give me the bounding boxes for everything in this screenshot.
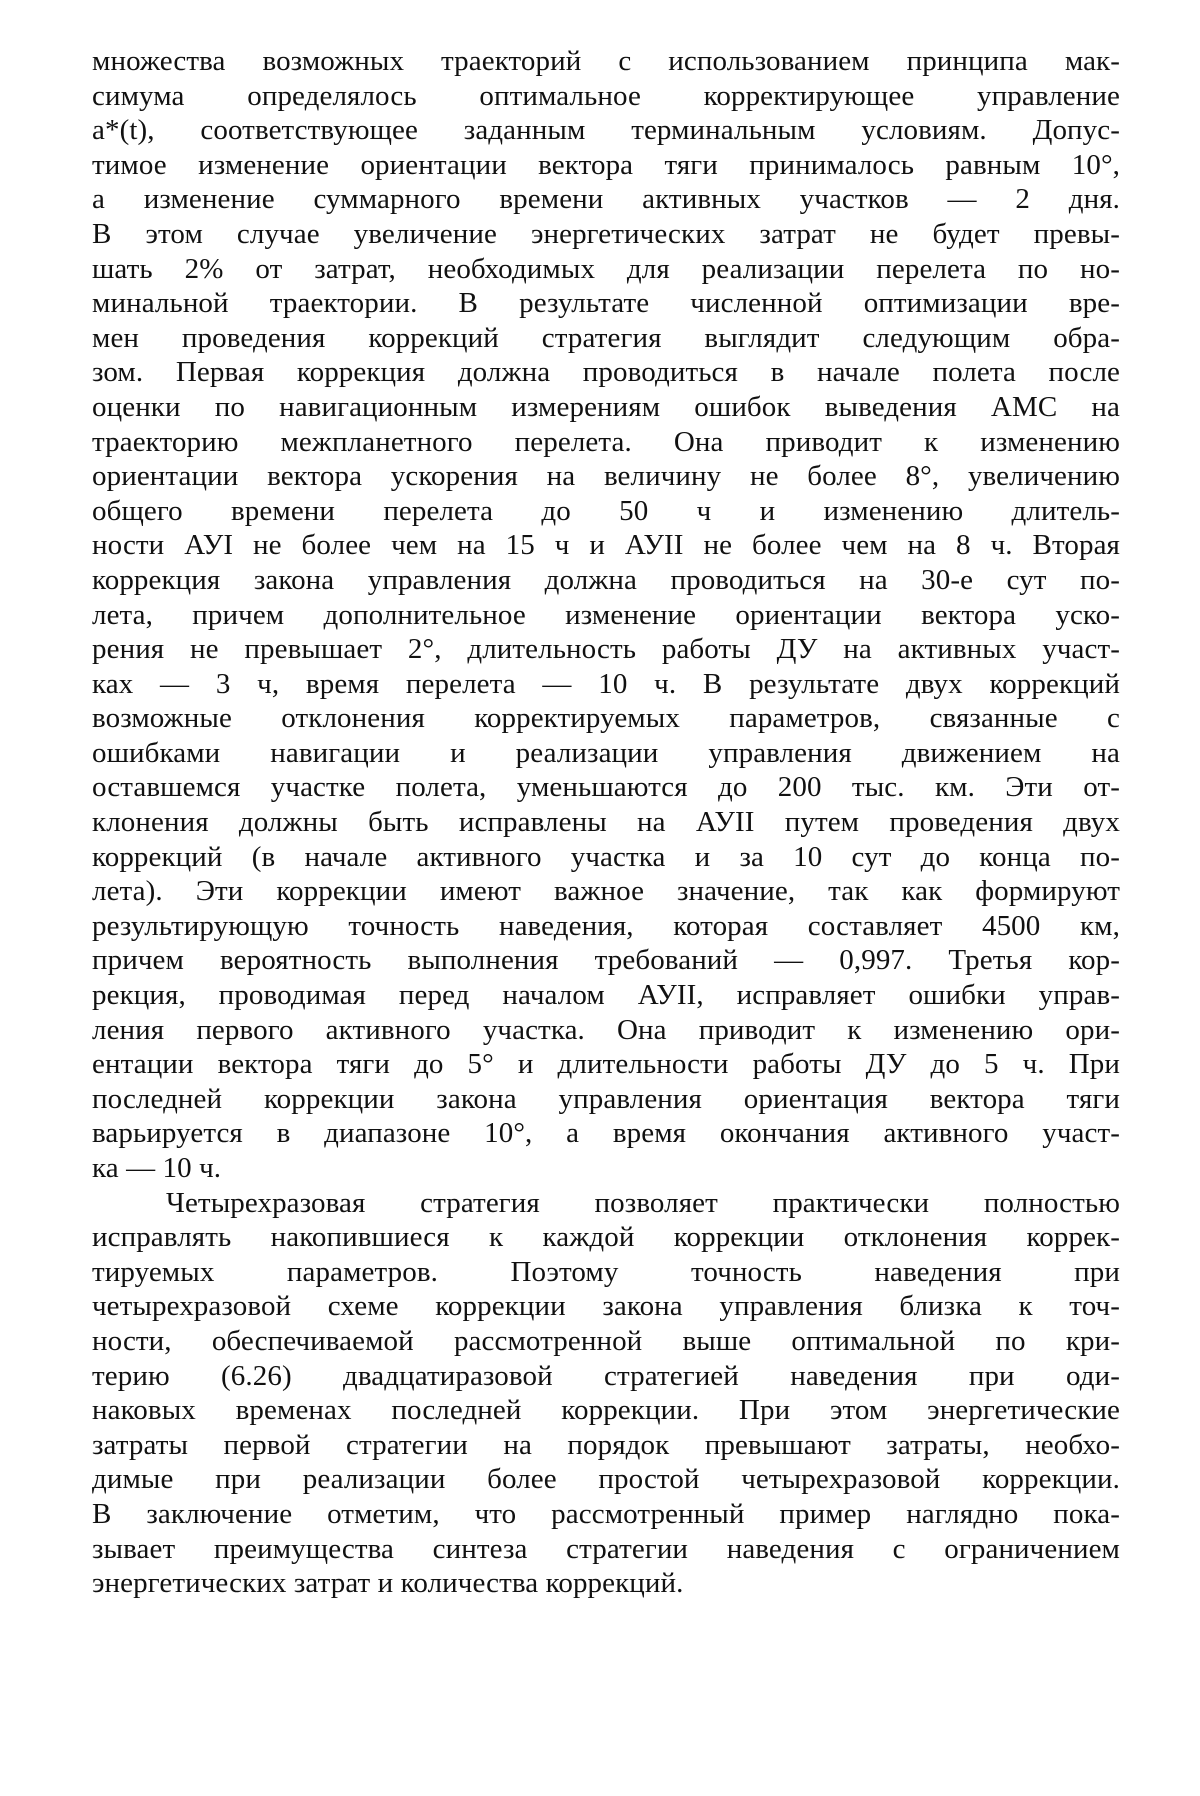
text-line: множества возможных траекторий с использованием принципа мак- bbox=[92, 45, 1120, 77]
paragraph-2 bbox=[92, 1186, 1120, 1601]
text-line: Четырехразовая стратегия позволяет практически полностью bbox=[166, 1186, 1120, 1219]
text-line: ошибками навигации и реализации управления движением на bbox=[92, 736, 1120, 769]
text-line: симума определялось оптимальное корректирующее управление bbox=[92, 79, 1120, 112]
text-line: исправлять накопившиеся к каждой коррекции отклонения коррек- bbox=[92, 1221, 1120, 1254]
text-line: мен проведения коррекций стратегия выглядит следующим обра- bbox=[92, 321, 1120, 354]
text-line: варьируется в диапазоне 10°, а время окончания активного участ- bbox=[92, 1117, 1120, 1150]
text-line: лета). Эти коррекции имеют важное значение, так как формируют bbox=[92, 875, 1120, 908]
text-line: коррекций (в начале активного участка и за 10 сут до конца по- bbox=[92, 840, 1120, 873]
text-line: четырехразовой схеме коррекции закона управления близка к точ- bbox=[92, 1290, 1120, 1323]
text-line: ности, обеспечиваемой рассмотренной выше оптимальной по кри- bbox=[92, 1324, 1120, 1357]
text-line: ка — 10 ч. bbox=[92, 1152, 222, 1184]
text-line: возможные отклонения корректируемых параметров, связанные с bbox=[92, 702, 1120, 735]
text-line: рекция, проводимая перед началом АУII, исправляет ошибки управ- bbox=[92, 979, 1120, 1012]
text-line: ориентации вектора ускорения на величину не более 8°, увеличению bbox=[92, 460, 1120, 493]
text-line: тимое изменение ориентации вектора тяги принималось равным 10°, bbox=[92, 148, 1120, 181]
text-line: ках — 3 ч, время перелета — 10 ч. В результате двух коррекций bbox=[92, 667, 1120, 700]
text-line: оценки по навигационным измерениям ошибок выведения АМС на bbox=[92, 390, 1120, 423]
text-line: затраты первой стратегии на порядок превышают затраты, необхо- bbox=[92, 1428, 1120, 1461]
text-line: причем вероятность выполнения требований — 0,997. Третья кор- bbox=[92, 944, 1120, 977]
text-line: димые при реализации более простой четырехразовой коррекции. bbox=[92, 1463, 1120, 1496]
text-line: общего времени перелета до 50 ч и изменению длитель- bbox=[92, 494, 1120, 527]
text-line: последней коррекции закона управления ориентация вектора тяги bbox=[92, 1082, 1120, 1115]
paragraph-1 bbox=[92, 44, 1120, 1186]
text-line: наковых временах последней коррекции. При этом энергетические bbox=[92, 1394, 1120, 1427]
text-line: траекторию межпланетного перелета. Она приводит к изменению bbox=[92, 425, 1120, 458]
text-line: тируемых параметров. Поэтому точность наведения при bbox=[92, 1255, 1120, 1288]
text-line: клонения должны быть исправлены на АУII путем проведения двух bbox=[92, 806, 1120, 839]
text-line: В заключение отметим, что рассмотренный пример наглядно пока- bbox=[92, 1497, 1120, 1530]
text-line: зывает преимущества синтеза стратегии наведения с ограничением bbox=[92, 1532, 1120, 1565]
text-line: шать 2% от затрат, необходимых для реализации перелета по но- bbox=[92, 252, 1120, 285]
text-line: рения не превышает 2°, длительность работы ДУ на активных участ- bbox=[92, 633, 1120, 666]
text-line: результирующую точность наведения, которая составляет 4500 км, bbox=[92, 909, 1120, 942]
text-line: ности АУI не более чем на 15 ч и АУII не более чем на 8 ч. Вторая bbox=[92, 529, 1120, 562]
body-text bbox=[92, 44, 1120, 1601]
text-line: оставшемся участке полета, уменьшаются до 200 тыс. км. Эти от- bbox=[92, 771, 1120, 804]
text-line: терию (6.26) двадцатиразовой стратегией наведения при оди- bbox=[92, 1359, 1120, 1392]
text-line: а изменение суммарного времени активных участков — 2 дня. bbox=[92, 183, 1120, 216]
text-line: В этом случае увеличение энергетических затрат не будет превы- bbox=[92, 217, 1120, 250]
text-line: ления первого активного участка. Она приводит к изменению ори- bbox=[92, 1013, 1120, 1046]
text-line: ентации вектора тяги до 5° и длительности работы ДУ до 5 ч. При bbox=[92, 1048, 1120, 1081]
text-line: энергетических затрат и количества коррекций. bbox=[92, 1567, 684, 1600]
text-line: минальной траектории. В результате численной оптимизации вре- bbox=[92, 287, 1120, 320]
text-line: a*(t), соответствующее заданным терминальным условиям. Допус- bbox=[92, 114, 1120, 147]
text-line: коррекция закона управления должна проводиться на 30-е сут по- bbox=[92, 563, 1120, 596]
text-line: лета, причем дополнительное изменение ориентации вектора уско- bbox=[92, 598, 1120, 631]
text-line: зом. Первая коррекция должна проводиться в начале полета после bbox=[92, 356, 1120, 389]
